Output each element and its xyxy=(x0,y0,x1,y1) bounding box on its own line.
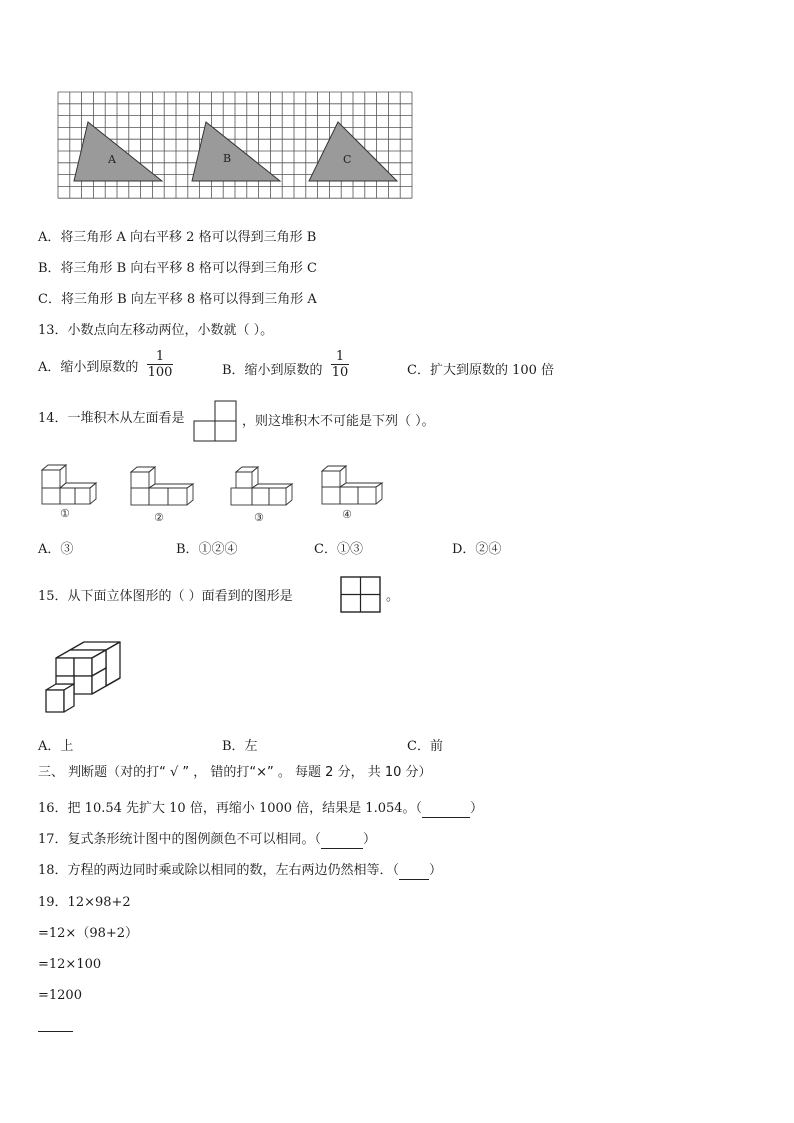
q18 xyxy=(38,862,442,880)
q15-option-c: C．前 xyxy=(407,739,443,754)
q17 xyxy=(38,831,376,849)
q13-option-c: C．扩大到原数的 100 倍 xyxy=(407,363,555,378)
q16-text: 16．把 10.54 先扩大 10 倍，再缩小 1000 倍，结果是 1.054。（ xyxy=(38,801,423,816)
section-3-title: 三、 判断题（对的打“ √ ” ， 错的打“×” 。 每题 2 分， 共 10 分） xyxy=(38,765,432,780)
figure-1-label: ① xyxy=(60,507,70,520)
q14-stem-after: ，则这堆积木不可能是下列（ ）。 xyxy=(242,414,435,429)
q19-answer-blank[interactable] xyxy=(38,1031,73,1032)
q13-fraction-a xyxy=(147,349,173,380)
q14-option-a: A．③ xyxy=(38,542,74,557)
q19-line-3: =12×100 xyxy=(38,957,102,972)
fraction-denominator: 100 xyxy=(147,365,173,380)
figure-3-label: ③ xyxy=(254,511,264,524)
triangle-a xyxy=(74,122,162,181)
figure-4-label: ④ xyxy=(342,508,352,521)
block-figure-1 xyxy=(38,462,102,520)
answer-blank[interactable] xyxy=(321,836,363,849)
q19-line-1: 19．12×98+2 xyxy=(38,895,131,910)
fraction-denominator: 10 xyxy=(331,365,349,380)
q18-text: 18．方程的两边同时乘或除以相同的数，左右两边仍然相等．（ xyxy=(38,863,400,878)
triangle-b xyxy=(192,122,280,181)
q15-stem-before: 15．从下面立体图形的（ ）面看到的图形是 xyxy=(38,589,293,604)
view-square-icon xyxy=(340,576,382,614)
left-view-icon xyxy=(193,400,239,442)
q12-option-a: A．将三角形 A 向右平移 2 格可以得到三角形 B xyxy=(38,230,317,245)
block-figure-4 xyxy=(318,463,386,521)
q15-option-a: A．上 xyxy=(38,739,74,754)
q15-option-b: B．左 xyxy=(222,739,258,754)
q15-stem-after: 。 xyxy=(386,589,400,604)
q14-option-b: B．①②④ xyxy=(176,542,238,557)
block-figure-3 xyxy=(228,464,294,524)
triangle-c-label: C xyxy=(343,153,352,166)
q13-fraction-b xyxy=(331,349,349,380)
triangle-grid-figure xyxy=(58,92,414,198)
cube-stack-figure xyxy=(42,640,126,718)
q19-line-4: =1200 xyxy=(38,988,82,1003)
q18-close: ） xyxy=(429,863,443,878)
q19-line-2: =12×（98+2） xyxy=(38,926,139,941)
triangle-b-label: B xyxy=(223,152,232,165)
block-figure-2 xyxy=(127,464,197,524)
figure-2-label: ② xyxy=(154,511,164,524)
answer-blank[interactable] xyxy=(399,867,429,880)
q13-option-a: A．缩小到原数的 xyxy=(38,360,139,375)
q13-option-b: B．缩小到原数的 xyxy=(222,363,323,378)
q14-option-c: C．①③ xyxy=(314,542,363,557)
q16-close: ） xyxy=(470,801,484,816)
q14-option-d: D．②④ xyxy=(452,542,502,557)
q17-text: 17．复式条形统计图中的图例颜色不可以相同。（ xyxy=(38,832,322,847)
answer-blank[interactable] xyxy=(422,805,470,818)
q12-option-c: C．将三角形 B 向左平移 8 格可以得到三角形 A xyxy=(38,292,317,307)
q14-stem-before: 14．一堆积木从左面看是 xyxy=(38,411,185,426)
q13-stem: 13．小数点向左移动两位，小数就（ ）。 xyxy=(38,323,274,338)
q17-close: ） xyxy=(363,832,377,847)
q12-option-b: B．将三角形 B 向右平移 8 格可以得到三角形 C xyxy=(38,261,317,276)
triangle-a-label: A xyxy=(108,153,116,166)
fraction-numerator: 1 xyxy=(155,349,165,364)
fraction-numerator: 1 xyxy=(335,349,345,364)
q16 xyxy=(38,800,483,818)
